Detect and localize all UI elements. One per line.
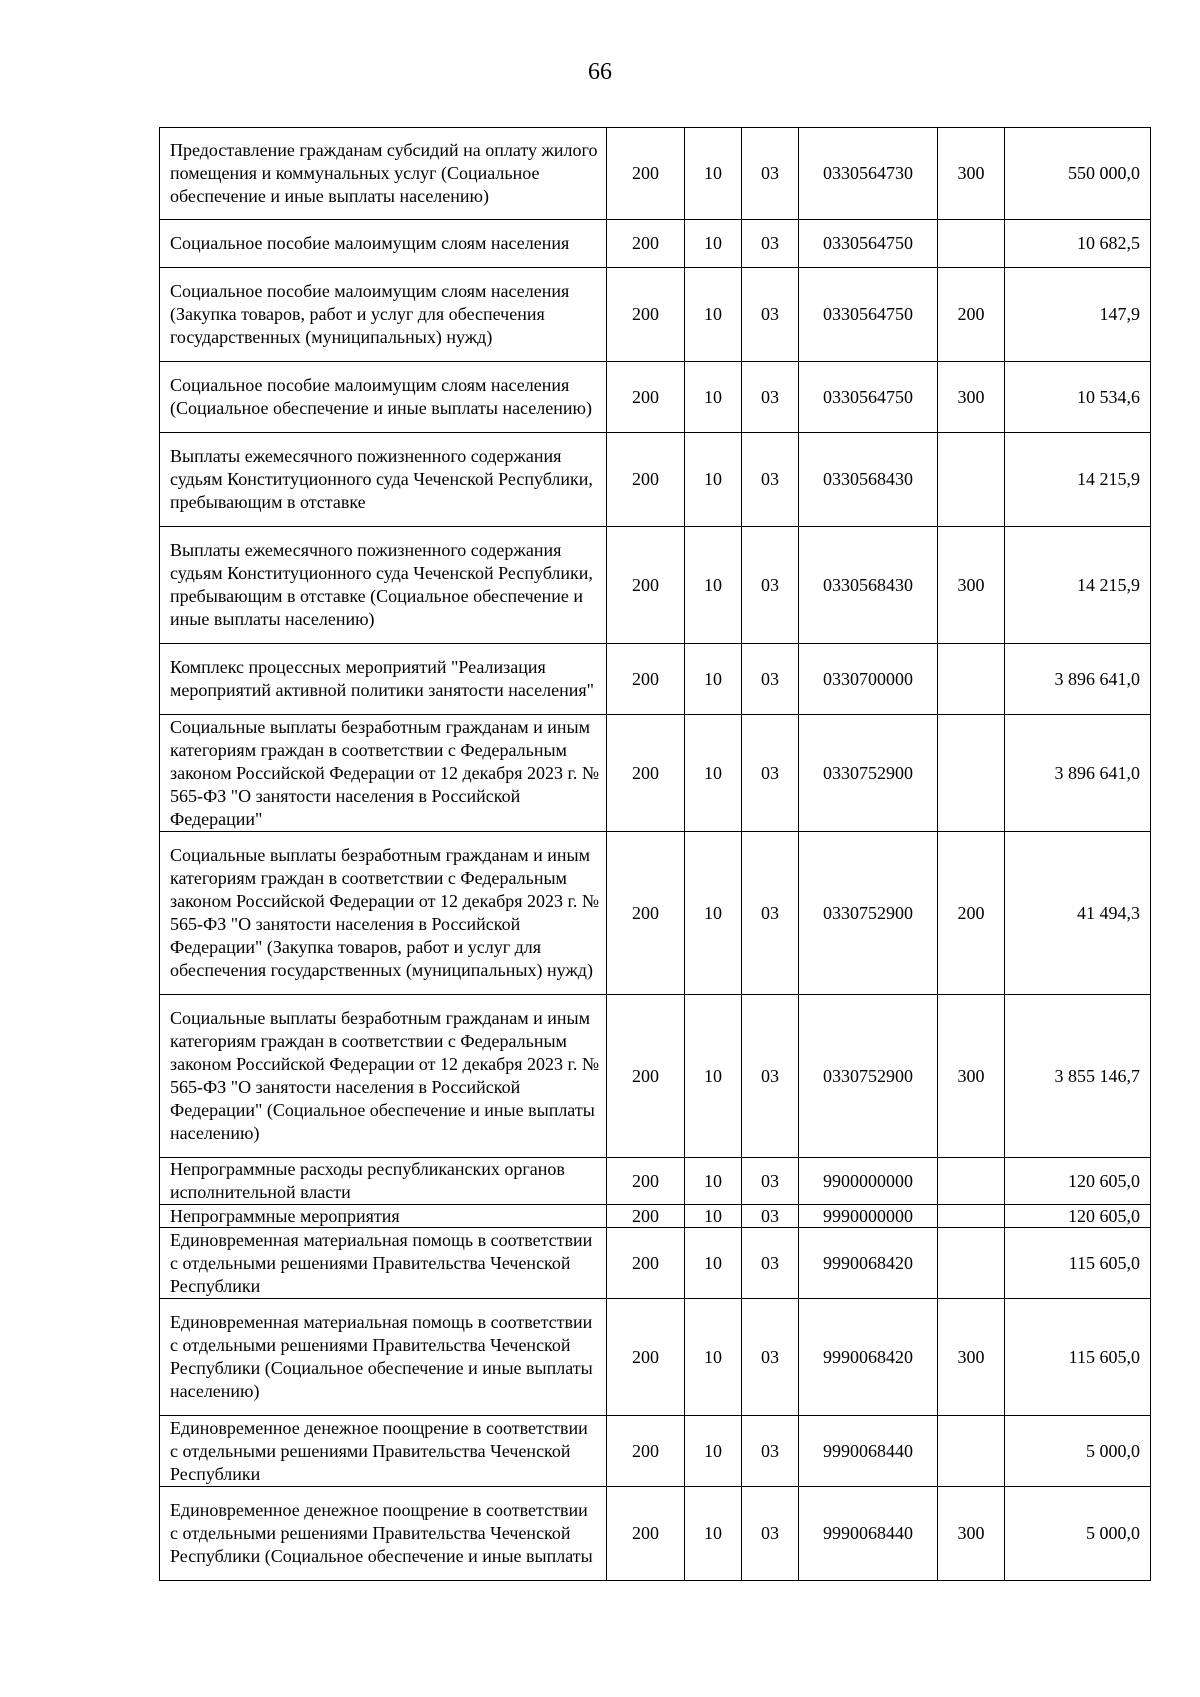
row-name: Выплаты ежемесячного пожизненного содержания судьям Конституционного суда Чеченской Республики, пребывающим в отставке [160,433,607,527]
ved-code: 200 [607,1228,685,1299]
subsection-code: 03 [742,527,799,644]
expense-type-code: 300 [938,995,1005,1158]
table-row [160,1205,1151,1228]
section-code: 10 [685,1228,742,1299]
amount: 115 605,0 [1005,1228,1151,1299]
ved-code: 200 [607,128,685,220]
amount: 3 896 641,0 [1005,715,1151,832]
subsection-code: 03 [742,644,799,715]
budget-table [159,127,1151,1581]
target-article-code: 0330700000 [799,644,938,715]
target-article-code: 9990068420 [799,1299,938,1416]
section-code: 10 [685,220,742,268]
amount: 115 605,0 [1005,1299,1151,1416]
amount: 3 855 146,7 [1005,995,1151,1158]
ved-code: 200 [607,1299,685,1416]
table-row [160,1487,1151,1581]
amount: 14 215,9 [1005,433,1151,527]
target-article-code: 0330752900 [799,995,938,1158]
ved-code: 200 [607,832,685,995]
subsection-code: 03 [742,433,799,527]
section-code: 10 [685,715,742,832]
target-article-code: 0330752900 [799,715,938,832]
row-name: Непрограммные мероприятия [160,1205,607,1228]
amount: 5 000,0 [1005,1416,1151,1487]
section-code: 10 [685,1416,742,1487]
amount: 120 605,0 [1005,1205,1151,1228]
expense-type-code: 300 [938,527,1005,644]
ved-code: 200 [607,220,685,268]
expense-type-code [938,644,1005,715]
target-article-code: 0330568430 [799,433,938,527]
target-article-code: 0330568430 [799,527,938,644]
section-code: 10 [685,527,742,644]
subsection-code: 03 [742,1205,799,1228]
target-article-code: 0330564750 [799,220,938,268]
section-code: 10 [685,832,742,995]
row-name: Социальное пособие малоимущим слоям населения [160,220,607,268]
expense-type-code: 300 [938,128,1005,220]
expense-type-code [938,1228,1005,1299]
row-name: Социальные выплаты безработным гражданам и иным категориям граждан в соответствии с Федеральным законом Российской Федерации от 12 декабря 2023 г. № 565-ФЗ "О занятости населения в Российской Федерации" (Социальное обеспечение и иные выплаты населению) [160,995,607,1158]
section-code: 10 [685,433,742,527]
section-code: 10 [685,995,742,1158]
row-name: Выплаты ежемесячного пожизненного содержания судьям Конституционного суда Чеченской Республики, пребывающим в отставке (Социальное обеспечение и иные выплаты населению) [160,527,607,644]
target-article-code: 0330752900 [799,832,938,995]
ved-code: 200 [607,644,685,715]
ved-code: 200 [607,715,685,832]
expense-type-code: 200 [938,832,1005,995]
section-code: 10 [685,128,742,220]
subsection-code: 03 [742,1416,799,1487]
subsection-code: 03 [742,832,799,995]
amount: 41 494,3 [1005,832,1151,995]
subsection-code: 03 [742,1487,799,1581]
target-article-code: 9900000000 [799,1158,938,1205]
ved-code: 200 [607,1416,685,1487]
table-row [160,644,1151,715]
subsection-code: 03 [742,1228,799,1299]
row-name: Единовременное денежное поощрение в соответствии с отдельными решениями Правительства Чеченской Республики [160,1416,607,1487]
ved-code: 200 [607,362,685,433]
table-row [160,220,1151,268]
subsection-code: 03 [742,362,799,433]
table-row [160,995,1151,1158]
target-article-code: 0330564750 [799,362,938,433]
row-name: Социальное пособие малоимущим слоям населения (Социальное обеспечение и иные выплаты населению) [160,362,607,433]
row-name: Непрограммные расходы республиканских органов исполнительной власти [160,1158,607,1205]
target-article-code: 0330564730 [799,128,938,220]
expense-type-code [938,433,1005,527]
section-code: 10 [685,644,742,715]
amount: 10 534,6 [1005,362,1151,433]
amount: 550 000,0 [1005,128,1151,220]
expense-type-code [938,220,1005,268]
row-name: Предоставление гражданам субсидий на оплату жилого помещения и коммунальных услуг (Социальное обеспечение и иные выплаты населению) [160,128,607,220]
section-code: 10 [685,1299,742,1416]
page-number: 66 [588,59,612,85]
amount: 3 896 641,0 [1005,644,1151,715]
subsection-code: 03 [742,220,799,268]
row-name: Социальные выплаты безработным гражданам и иным категориям граждан в соответствии с Федеральным законом Российской Федерации от 12 декабря 2023 г. № 565-ФЗ "О занятости населения в Российской Федерации" (Закупка товаров, работ и услуг для обеспечения государственных (муниципальных) нужд) [160,832,607,995]
expense-type-code: 300 [938,1299,1005,1416]
target-article-code: 9990000000 [799,1205,938,1228]
subsection-code: 03 [742,1158,799,1205]
ved-code: 200 [607,1158,685,1205]
section-code: 10 [685,362,742,433]
expense-type-code [938,715,1005,832]
expense-type-code [938,1205,1005,1228]
subsection-code: 03 [742,715,799,832]
ved-code: 200 [607,1205,685,1228]
row-name: Социальное пособие малоимущим слоям населения (Закупка товаров, работ и услуг для обеспечения государственных (муниципальных) нужд) [160,268,607,362]
section-code: 10 [685,1205,742,1228]
ved-code: 200 [607,433,685,527]
target-article-code: 9990068440 [799,1416,938,1487]
table-row [160,268,1151,362]
section-code: 10 [685,1158,742,1205]
table-row [160,128,1151,220]
subsection-code: 03 [742,995,799,1158]
table-row [160,832,1151,995]
table-row [160,433,1151,527]
table-row [160,362,1151,433]
target-article-code: 9990068420 [799,1228,938,1299]
subsection-code: 03 [742,268,799,362]
ved-code: 200 [607,268,685,362]
subsection-code: 03 [742,128,799,220]
table-row [160,527,1151,644]
section-code: 10 [685,268,742,362]
expense-type-code: 300 [938,362,1005,433]
table-row [160,1299,1151,1416]
table-row [160,1228,1151,1299]
row-name: Единовременная материальная помощь в соответствии с отдельными решениями Правительства Чеченской Республики [160,1228,607,1299]
table-row [160,1158,1151,1205]
subsection-code: 03 [742,1299,799,1416]
expense-type-code [938,1416,1005,1487]
ved-code: 200 [607,527,685,644]
amount: 5 000,0 [1005,1487,1151,1581]
ved-code: 200 [607,995,685,1158]
expense-type-code: 300 [938,1487,1005,1581]
target-article-code: 0330564750 [799,268,938,362]
amount: 14 215,9 [1005,527,1151,644]
table-row [160,1416,1151,1487]
expense-type-code [938,1158,1005,1205]
table-row [160,715,1151,832]
amount: 120 605,0 [1005,1158,1151,1205]
expense-type-code: 200 [938,268,1005,362]
section-code: 10 [685,1487,742,1581]
row-name: Единовременное денежное поощрение в соответствии с отдельными решениями Правительства Чеченской Республики (Социальное обеспечение и иные выплаты [160,1487,607,1581]
target-article-code: 9990068440 [799,1487,938,1581]
amount: 10 682,5 [1005,220,1151,268]
ved-code: 200 [607,1487,685,1581]
row-name: Комплекс процессных мероприятий "Реализация мероприятий активной политики занятости населения" [160,644,607,715]
row-name: Социальные выплаты безработным гражданам и иным категориям граждан в соответствии с Федеральным законом Российской Федерации от 12 декабря 2023 г. № 565-ФЗ "О занятости населения в Российской Федерации" [160,715,607,832]
amount: 147,9 [1005,268,1151,362]
row-name: Единовременная материальная помощь в соответствии с отдельными решениями Правительства Чеченской Республики (Социальное обеспечение и иные выплаты населению) [160,1299,607,1416]
